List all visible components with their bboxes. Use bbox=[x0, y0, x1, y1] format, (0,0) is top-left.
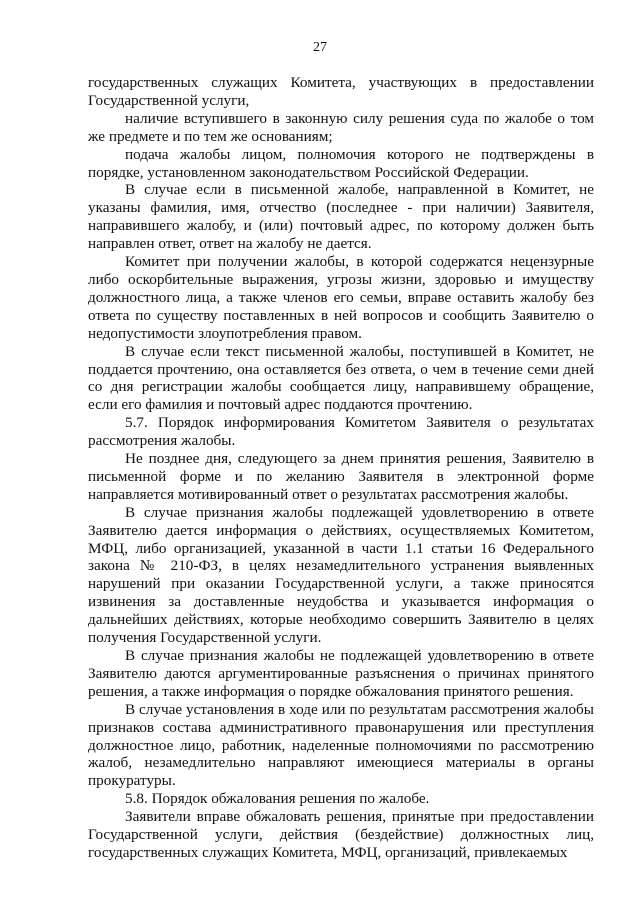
paragraph: В случае установления в ходе или по результатам рассмотрения жалобы признаков состава административного правонарушения или преступления должностное лицо, работник, наделенные полномочиями по рассмотрению жалоб, незамедлительно направляют имеющиеся материалы в органы прокуратуры. bbox=[88, 700, 594, 790]
page-number: 27 bbox=[313, 40, 327, 55]
paragraph: Комитет при получении жалобы, в которой содержатся нецензурные либо оскорбительные выражения, угрозы жизни, здоровью и имуществу должностного лица, а также членов его семьи, вправе оставить жалобу без ответа по существу поставленных в ней вопросов и сообщить Заявителю о недопустимости злоупотребления правом. bbox=[88, 253, 594, 342]
paragraph: В случае если текст письменной жалобы, поступившей в Комитет, не поддается прочтению, она оставляется без ответа, о чем в течение семи дней со дня регистрации жалобы сообщается лицу, направившему обращение, если его фамилия и почтовый адрес поддаются прочтению. bbox=[88, 342, 594, 414]
paragraph: В случае признания жалобы подлежащей удовлетворению в ответе Заявителю дается информация о действиях, осуществляемых Комитетом, МФЦ, либо организацией, указанной в части 1.1 статьи 16 Федерального закона № 210-ФЗ, в целях незамедлительного устранения выявленных нарушений при оказании Государственной услуги, а также приносятся извинения за доставленные неудобства и указывается информация о дальнейших действиях, которые необходимо совершить Заявителю в целях получения Государственной услуги. bbox=[88, 503, 594, 647]
paragraph: В случае признания жалобы не подлежащей удовлетворению в ответе Заявителю даются аргументированные разъяснения о причинах принятого решения, а также информация о порядке обжалования принятого решения. bbox=[88, 647, 594, 700]
paragraph: Не позднее дня, следующего за днем принятия решения, Заявителю в письменной форме и по желанию Заявителя в электронной форме направляется мотивированный ответ о результатах рассмотрения жалобы. bbox=[88, 450, 594, 503]
paragraph: наличие вступившего в законную силу решения суда по жалобе о том же предмете и по тем же основаниям; bbox=[88, 109, 594, 145]
paragraph: В случае если в письменной жалобе, направленной в Комитет, не указаны фамилия, имя, отчество (последнее - при наличии) Заявителя, направившего жалобу, и (или) почтовый адрес, по которому должен быть направлен ответ, ответ на жалобу не дается. bbox=[88, 181, 594, 253]
paragraph: 5.8. Порядок обжалования решения по жалобе. bbox=[125, 790, 430, 808]
paragraph: государственных служащих Комитета, участвующих в предоставлении Государственной услуги, bbox=[88, 74, 594, 109]
paragraph: подача жалобы лицом, полномочия которого не подтверждены в порядке, установленном законодательством Российской Федерации. bbox=[88, 145, 594, 181]
paragraph: Заявители вправе обжаловать решения, принятые при предоставлении Государственной услуги, действия (бездействие) должностных лиц, государственных служащих Комитета, МФЦ, организаций, привлекаемых bbox=[88, 808, 594, 861]
document-body bbox=[88, 74, 594, 862]
paragraph: 5.7. Порядок информирования Комитетом Заявителя о результатах рассмотрения жалобы. bbox=[88, 414, 594, 450]
